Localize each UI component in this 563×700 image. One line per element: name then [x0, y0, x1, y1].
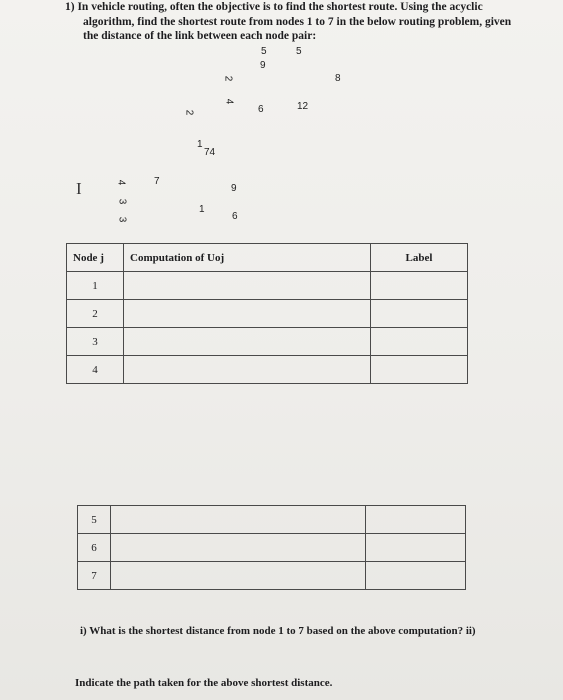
- node-cell: 3: [67, 328, 124, 356]
- computation-cell[interactable]: [111, 562, 366, 590]
- node-cell: 5: [78, 506, 111, 534]
- computation-cell[interactable]: [111, 534, 366, 562]
- computation-cell[interactable]: [124, 356, 371, 384]
- node-cell: 1: [67, 272, 124, 300]
- network-label: 12: [297, 101, 309, 112]
- node-cell: 4: [67, 356, 124, 384]
- question-line: algorithm, find the shortest route from nodes 1 to 7 in the below routing problem, given: [83, 15, 512, 28]
- network-label: 9: [260, 60, 266, 71]
- computation-cell[interactable]: [124, 300, 371, 328]
- question-path: Indicate the path taken for the above shortest distance.: [75, 677, 333, 689]
- label-cell[interactable]: [371, 328, 468, 356]
- computation-table-continued: [77, 505, 466, 590]
- label-cell[interactable]: [371, 356, 468, 384]
- network-label: 2: [222, 75, 234, 82]
- label-cell[interactable]: [366, 534, 466, 562]
- network-label: 1: [197, 139, 203, 150]
- computation-cell[interactable]: [111, 506, 366, 534]
- question-text: [65, 0, 535, 44]
- label-cell[interactable]: [366, 562, 466, 590]
- question-line: the distance of the link between each node pair:: [83, 30, 317, 42]
- network-label: 3: [116, 198, 128, 205]
- network-label: 4: [115, 179, 127, 186]
- network-label: 6: [258, 104, 264, 115]
- computation-table: [66, 243, 468, 384]
- network-label: 6: [232, 211, 238, 222]
- network-label: 4: [223, 98, 235, 105]
- label-cell[interactable]: [366, 506, 466, 534]
- network-label: 5: [296, 46, 302, 57]
- question-shortest-distance: i) What is the shortest distance from node 1 to 7 based on the above computation? ii): [80, 625, 476, 637]
- network-label: 8: [335, 73, 341, 84]
- header-node: Node j: [67, 244, 124, 272]
- network-label: 2: [183, 109, 195, 116]
- node-cell: 2: [67, 300, 124, 328]
- question-line: 1) In vehicle routing, often the objective is to find the shortest route. Using the acyclic: [65, 1, 483, 13]
- computation-cell[interactable]: [124, 328, 371, 356]
- label-cell[interactable]: [371, 300, 468, 328]
- network-label: 74: [204, 147, 216, 158]
- network-label: 7: [154, 176, 160, 187]
- node-cell: 7: [78, 562, 111, 590]
- header-computation: Computation of Uoj: [124, 244, 371, 272]
- text-cursor-icon: I: [76, 179, 82, 198]
- node-cell: 6: [78, 534, 111, 562]
- network-label: 9: [231, 183, 237, 194]
- network-label: 3: [116, 216, 128, 223]
- network-label: 1: [199, 204, 205, 215]
- header-label: Label: [371, 244, 468, 272]
- label-cell[interactable]: [371, 272, 468, 300]
- computation-cell[interactable]: [124, 272, 371, 300]
- network-label: 5: [261, 46, 267, 57]
